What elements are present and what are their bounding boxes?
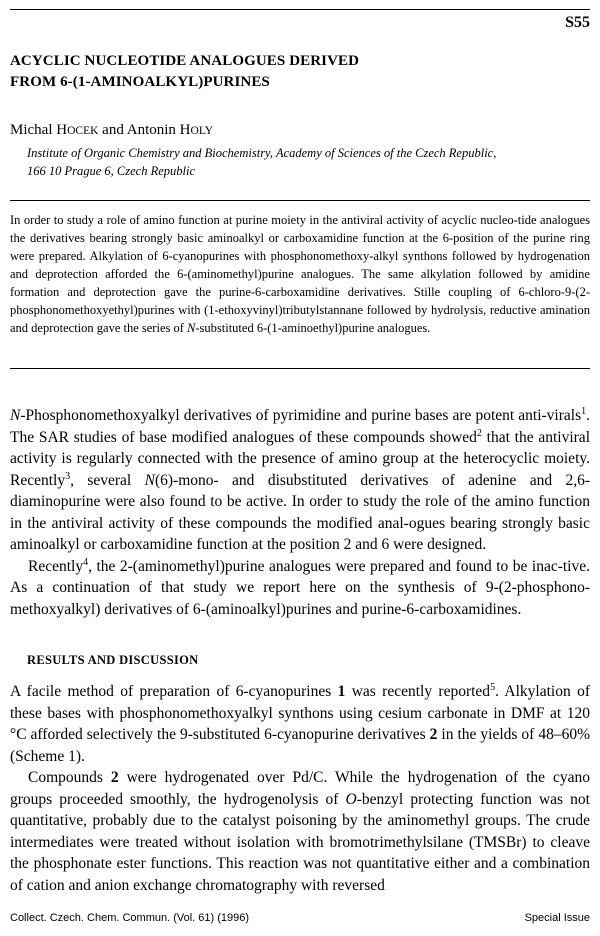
author-2-surname-initial: H (179, 122, 191, 138)
affiliation-line-2: 166 10 Prague 6, Czech Republic (27, 163, 196, 178)
results-text: . Alkylation of these bases with phosphonomethoxyalkyl synthons using cesium carbonate in DMF at 120 °C afforded selectively the 9-substituted 6-cyanopurine derivatives (10, 683, 590, 743)
results-text: in the yields of 48–60% (Scheme 1). (10, 726, 590, 765)
article-title (10, 51, 359, 93)
page-number: S55 (565, 14, 590, 31)
intro-paragraph-1 (10, 405, 590, 556)
reference-marker: 4 (83, 556, 89, 568)
intro-text: , several (70, 471, 145, 489)
section-heading: RESULTS AND DISCUSSION (27, 653, 199, 667)
author-1-surname-rest: OCEK (67, 125, 99, 137)
abstract-text-a: In order to study a role of amino function at purine moiety in the antiviral activity of acyclic nucleo-tide analogues the derivatives bearing strongly basic aminoalkyl or carboxamidine function at the 6-position of the purine ring were prepared. Alkylation of 6-cyanopurines with phosphonomethoxy-alkyl synthons followed by hydrogenation and deprotection afforded the 6-(aminomethyl)purine analogues. The same alkylation followed by amidine formation and deprotection gave the purine-6-carboxamidine derivatives. Stille coupling of 6-chloro-9-(2-phosphonomethoxyethyl)purines with (1-ethoxyvinyl)tributylstannane followed by hydrolysis, reductive amination and deprotection gave the series of (10, 213, 590, 335)
results-paragraph-2 (10, 767, 590, 896)
results-text: was recently reported (345, 683, 491, 700)
author-2-given-name: Antonin (126, 122, 180, 138)
abstract-bottom-rule (10, 368, 590, 369)
author-1-given-name: Michal (10, 122, 57, 138)
results-text: A facile method of preparation of 6-cyanopurines (10, 683, 338, 700)
introduction (10, 405, 590, 620)
compound-number: 1 (337, 683, 346, 700)
abstract-text-b: -substituted 6-(1-aminoethyl)purine analogues. (195, 321, 431, 335)
results-paragraph-1 (10, 681, 590, 767)
intro-text: , the 2-(aminomethyl)purine analogues were prepared and found to be inac-tive. As a continuation of that study we report here on the synthesis of 9-(2-phosphono-methoxyalkyl) derivatives of 6-(aminoalkyl)purines and purine-6-carboxamidines. (10, 557, 590, 618)
reference-marker: 3 (65, 470, 71, 482)
affiliation (27, 145, 496, 180)
reference-marker: 2 (476, 427, 482, 439)
footer-issue: Special Issue (524, 912, 590, 924)
italic-o: O (345, 790, 357, 808)
intro-text: -Phosphonomethoxyalkyl derivatives of pyrimidine and purine bases are potent anti-virals (20, 407, 582, 424)
results-text: Compounds (28, 769, 111, 786)
intro-text: (6)-mono- and disubstituted derivatives of adenine and 2,6-diaminopurine were also found to be active. In order to study the role of the amino function in the antiviral activity of these compounds the modified anal-ogues bearing strongly basic aminoalkyl or carboxamidine function at the position 2 and 6 were designed. (10, 471, 590, 553)
intro-text: . The SAR studies of base modified analogues of these compounds showed (10, 407, 590, 446)
compound-number: 2 (429, 726, 438, 743)
results-section (10, 681, 590, 896)
reference-marker: 5 (490, 681, 496, 693)
author-line (10, 120, 213, 141)
intro-italic-n6: N (144, 471, 155, 489)
compound-number: 2 (110, 769, 119, 786)
intro-text: that the antiviral activity is regularly connected with the presence of amino group at the heterocyclic moiety. Recently (10, 428, 590, 489)
author-2-surname-rest: OLY (190, 125, 213, 137)
intro-italic-n: N (10, 407, 21, 424)
title-line-1: ACYCLIC NUCLEOTIDE ANALOGUES DERIVED (10, 53, 360, 69)
header-rule (10, 9, 590, 10)
results-text: were hydrogenated over Pd/C. While the hydrogenation of the cyano groups proceeded smoothly, the hydrogenolysis of (10, 769, 590, 808)
abstract-italic-n: N (187, 321, 196, 335)
results-text: -benzyl protecting function was not quantitative, probably due to the catalyst poisoning by the aminomethyl groups. The crude intermediates were treated without isolation with bromotrimethylsilane (TMSBr) to cleave the phosphonate ester functions. This reaction was not quantitative either and a combination of cation and anion exchange chromatography with reversed (10, 790, 590, 894)
abstract-top-rule (10, 200, 590, 201)
footer-citation: Collect. Czech. Chem. Commun. (Vol. 61) (1996) (10, 912, 250, 924)
author-separator: and (98, 122, 127, 138)
intro-paragraph-2 (10, 556, 590, 621)
reference-marker: 1 (581, 405, 587, 417)
intro-text: Recently (28, 557, 84, 575)
affiliation-line-1: Institute of Organic Chemistry and Biochemistry, Academy of Sciences of the Czech Republic, (27, 146, 497, 160)
title-line-2: FROM 6-(1-AMINOALKYL)PURINES (10, 74, 270, 90)
abstract (10, 211, 590, 337)
author-1-surname-initial: H (56, 122, 68, 138)
